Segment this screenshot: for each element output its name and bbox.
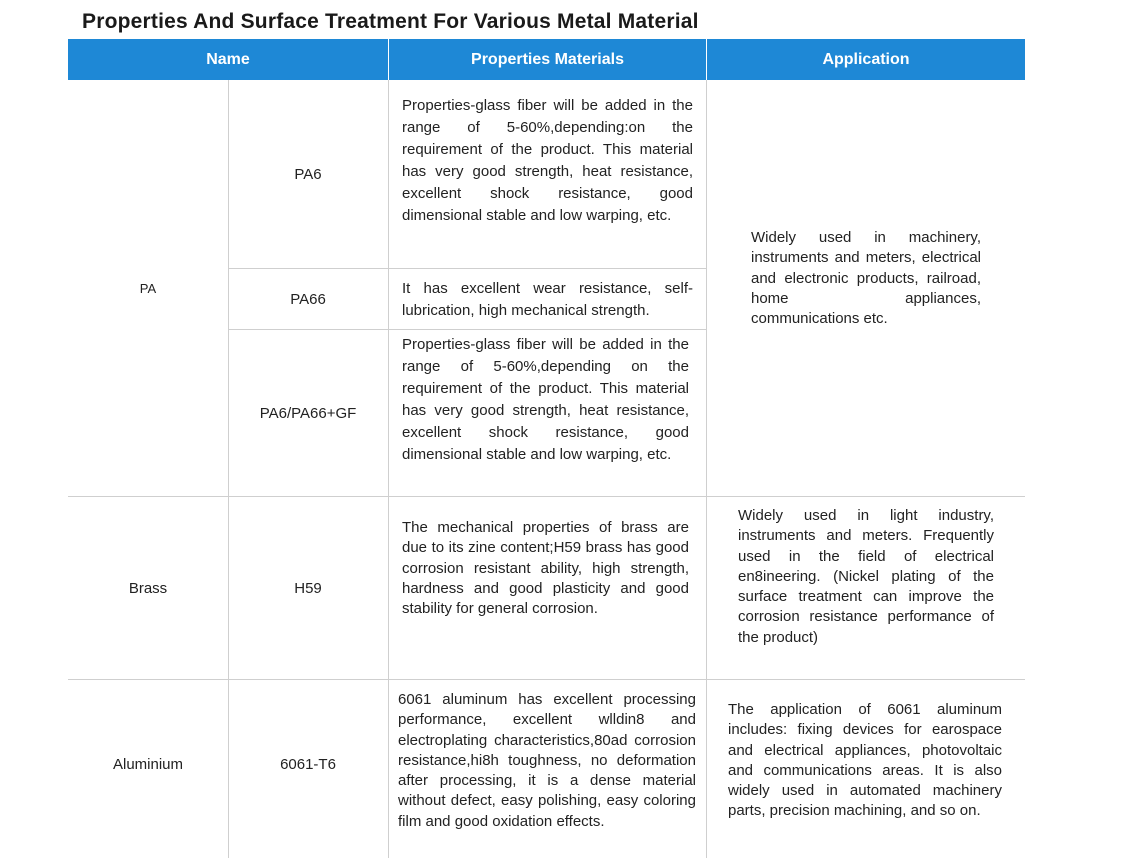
group-cell-aluminium: Aluminium: [112, 755, 184, 773]
application-brass: Widely used in light industry, instruments and meters. Frequently used in the field of electrical en8ineering. (Nickel plating of the surface treatment can improve the corrosion resistance performance of the product): [738, 507, 994, 646]
properties-h59: The mechanical properties of brass are due to its zine content;H59 brass has good corrosion resistant ability, high strength, hardness and good plasticity and good stability for general corrosion.: [402, 519, 689, 618]
properties-6061-t6: 6061 aluminum has excellent processing performance, excellent wlldin8 and electroplating characteristics,80ad corrosion resistance,hi8h toughness, no deformation after processing, it is a dense material without defect, easy polishing, easy coloring film and good oxidation effects.: [398, 691, 696, 830]
table-header: [68, 39, 1025, 80]
page-title: Properties And Surface Treatment For Various Metal Material: [82, 10, 699, 33]
material-name-h59: H59: [294, 579, 322, 597]
grid-line: [706, 80, 707, 858]
group-cell-brass: Brass: [128, 579, 168, 597]
properties-pa66: It has excellent wear resistance, self-lubrication, high mechanical strength.: [402, 280, 693, 319]
application-pa: Widely used in machinery, instruments and meters, electrical and electronic products, railroad, home appliances, communications etc.: [751, 229, 981, 328]
application-aluminium: The application of 6061 aluminum includes: fixing devices for earospace and electrical appliances, photovoltaic and communications areas. It is also widely used in automated machinery parts, precision machining, and so on.: [728, 701, 1002, 820]
group-cell-pa: PA: [139, 280, 157, 296]
grid-line: [388, 80, 389, 858]
properties-pa6-pa66-gf: Properties-glass fiber will be added in the range of 5-60%,depending on the requirement of the product. This material has very good strength, heat resistance, excellent shock resistance, good dimensional stable and low warping, etc.: [402, 336, 689, 463]
column-header-name: Name: [206, 50, 250, 68]
properties-pa6: Properties-glass fiber will be added in the range of 5-60%,depending:on the requirement of the product. This material has very good strength, heat resistance, excellent shock resistance, good dimensional stable and low warping, etc.: [402, 97, 693, 224]
material-name-pa6: PA6: [294, 165, 322, 183]
column-header-properties: Properties Materials: [471, 50, 624, 68]
material-name-6061-t6: 6061-T6: [280, 755, 336, 773]
material-name-pa66: PA66: [290, 290, 326, 308]
material-name-pa6-pa66-gf: PA6/PA66+GF: [259, 404, 357, 422]
column-header-application: Application: [822, 50, 910, 68]
